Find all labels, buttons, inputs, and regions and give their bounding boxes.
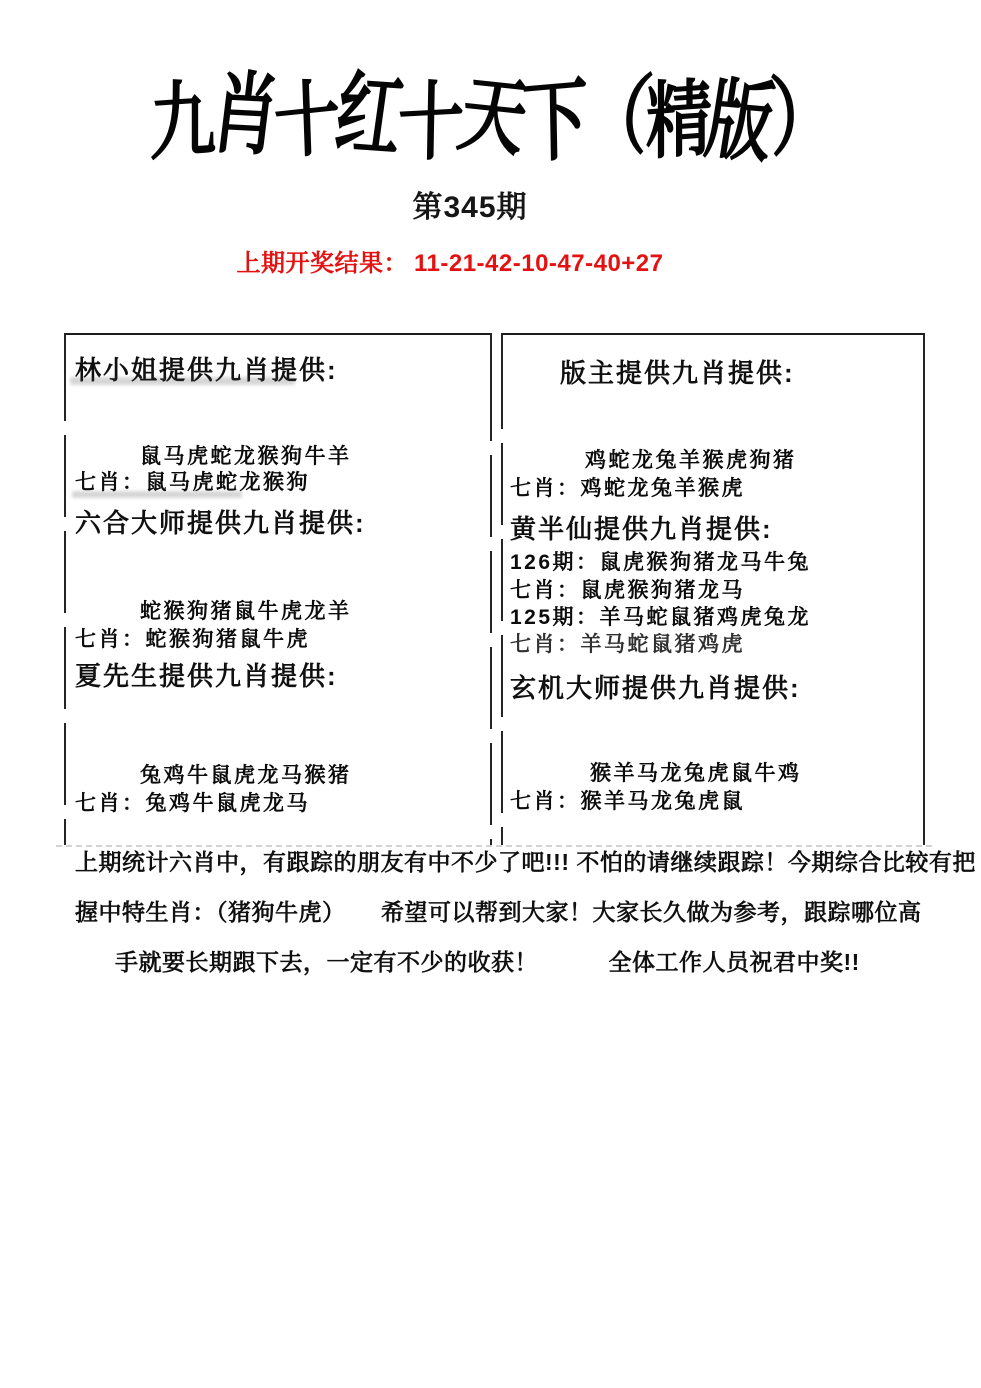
nine-zodiac-line: 蛇猴狗猪鼠牛虎龙羊: [140, 600, 352, 623]
tipster-header: 林小姐提供九肖提供:: [75, 355, 338, 385]
logo-character: 版: [699, 69, 777, 173]
nine-zodiac-line: 鼠马虎蛇龙猴狗牛羊: [140, 445, 352, 468]
masthead-logo: [0, 48, 981, 188]
column-right: [501, 333, 923, 845]
result-label: 上期开奖结果：: [236, 250, 408, 277]
table-bottom-border: [56, 845, 932, 847]
last-draw-result: [0, 243, 900, 278]
tipster-header: 六合大师提供九肖提供:: [75, 508, 366, 538]
logo-character: 九: [149, 71, 212, 171]
seven-zodiac-line: 七肖：鸡蛇龙兔羊猴虎: [510, 477, 745, 500]
issue-zodiac-line: 126期：鼠虎猴狗猪龙马牛兔: [510, 551, 812, 574]
seven-zodiac-line: 七肖：鼠马虎蛇龙猴狗: [75, 471, 310, 494]
column-left: [64, 333, 490, 845]
seven-zodiac-line: 七肖：鼠虎猴狗猪龙马: [510, 579, 745, 602]
summary-line: 握中特生肖：（猪狗牛虎） 希望可以帮到大家！大家长久做为参考，跟踪哪位高: [75, 899, 922, 925]
nine-zodiac-line: 鸡蛇龙兔羊猴虎狗猪: [585, 449, 797, 472]
summary-line: 上期统计六肖中，有跟踪的朋友有中不少了吧!!! 不怕的请继续跟踪！今期综合比较有把: [75, 849, 976, 875]
tipster-header: 版主提供九肖提供:: [560, 358, 795, 388]
summary-line: 手就要长期跟下去，一定有不少的收获！ 全体工作人员祝君中奖!!: [115, 949, 860, 975]
tips-table: [64, 333, 925, 847]
logo-character: 下: [520, 68, 585, 174]
seven-zodiac-line: 七肖：猴羊马龙兔虎鼠: [510, 790, 745, 813]
logo-character: （: [578, 64, 652, 164]
issue-number: 第345期: [412, 191, 528, 224]
logo-character: ）: [767, 63, 834, 167]
nine-zodiac-line: 猴羊马龙兔虎鼠牛鸡: [590, 762, 802, 785]
tipster-header: 玄机大师提供九肖提供:: [510, 673, 801, 703]
tipster-header: 黄半仙提供九肖提供:: [510, 514, 773, 544]
nine-zodiac-line: 兔鸡牛鼠虎龙马猴猪: [140, 764, 352, 787]
table-border-right: [923, 333, 925, 845]
scan-artifact: [72, 491, 242, 498]
logo-character: 十: [396, 72, 461, 172]
logo-character: 十: [271, 70, 338, 170]
logo-character: 天: [452, 66, 530, 166]
scan-artifact: [70, 377, 295, 385]
seven-zodiac-line: 七肖：蛇猴狗猪鼠牛虎: [75, 628, 310, 651]
tipster-header: 夏先生提供九肖提供:: [75, 661, 338, 691]
result-numbers: 11-21-42-10-47-40+27: [413, 250, 664, 277]
table-divider-left: [490, 333, 492, 845]
logo-character: 精: [645, 70, 708, 170]
seven-zodiac-line: 七肖：兔鸡牛鼠虎龙马: [75, 792, 310, 815]
logo-character: 肖: [206, 62, 280, 166]
issue-zodiac-line: 125期：羊马蛇鼠猪鸡虎兔龙: [510, 606, 812, 629]
summary-paragraph: [75, 848, 976, 998]
seven-zodiac-line: 七肖：羊马蛇鼠猪鸡虎: [510, 633, 745, 656]
logo-character: 红: [329, 61, 405, 169]
